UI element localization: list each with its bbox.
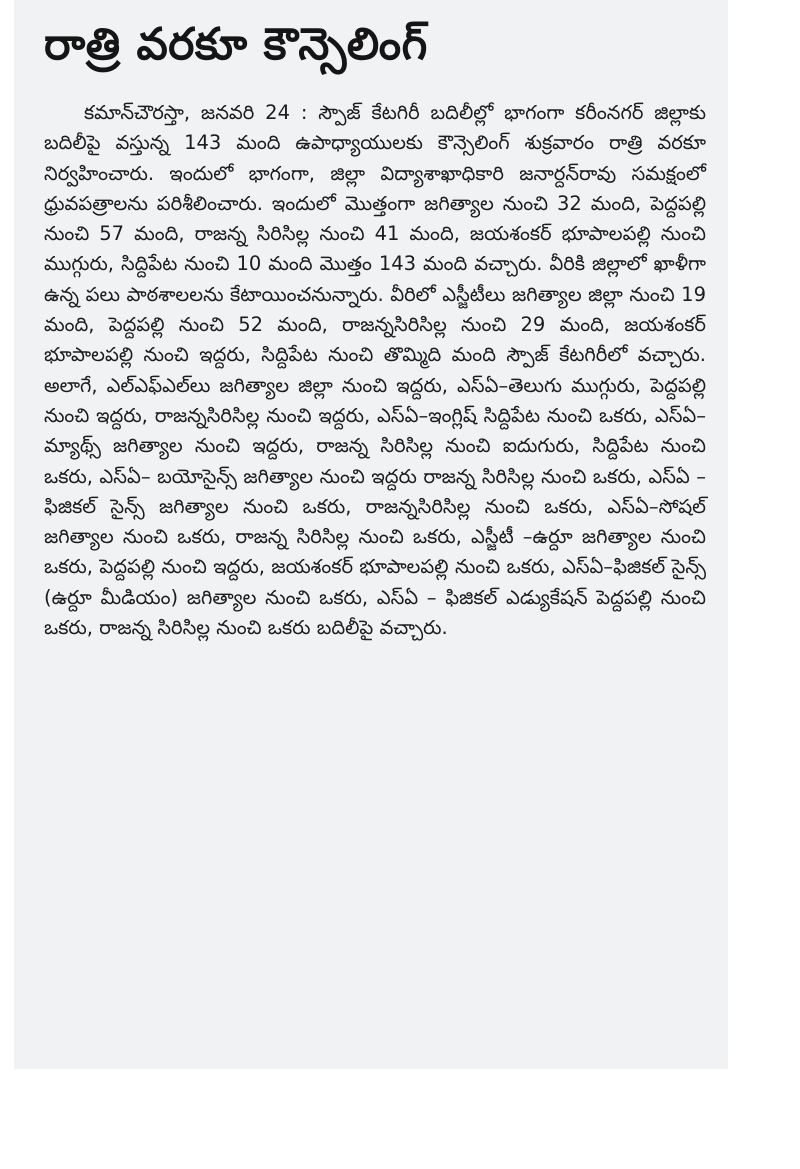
article-headline: రాత్రి వరకూ కౌన్సెలింగ్	[44, 19, 428, 70]
news-clipping	[14, 0, 728, 1069]
article-body	[44, 98, 706, 643]
article-paragraph: కమాన్‌చౌరస్తా, జనవరి 24 : స్పౌజ్ కేటగిరీ బదిలీల్లో భాగంగా కరీంనగర్ జిల్లాకు బదిలీపై వస్తున్న 143 మంది ఉపాధ్యాయులకు కౌన్సెలింగ్ శుక్రవారం రాత్రి వరకూ నిర్వహించారు. ఇందులో భాగంగా, జిల్లా విద్యాశాఖాధికారి జనార్దన్‌రావు సమక్షంలో ధ్రువపత్రాలను పరిశీలించారు. ఇందులో మొత్తంగా జగిత్యాల నుంచి 32 మంది, పెద్దపల్లి నుంచి 57 మంది, రాజన్న సిరిసిల్ల నుంచి 41 మంది, జయశంకర్ భూపాలపల్లి నుంచి ముగ్గురు, సిద్దిపేట నుంచి 10 మంది మొత్తం 143 మంది వచ్చారు. వీరికి జిల్లాలో ఖాళీగా ఉన్న పలు పాఠశాలలను కేటాయించనున్నారు. వీరిలో ఎస్జీటీలు జగిత్యాల జిల్లా నుంచి 19 మంది, పెద్దపల్లి నుంచి 52 మంది, రాజన్నసిరిసిల్ల నుంచి 29 మంది, జయశంకర్ భూపాలపల్లి నుంచి ఇద్దరు, సిద్దిపేట నుంచి తొమ్మిది మంది స్పౌజ్ కేటగిరీలో వచ్చారు. అలాగే, ఎల్ఎఫ్ఎల్‌లు జగిత్యాల జిల్లా నుంచి ఇద్దరు, ఎస్ఏ–తెలుగు ముగ్గురు, పెద్దపల్లి నుంచి ఇద్దరు, రాజన్నసిరిసిల్ల నుంచి ఇద్దరు, ఎస్ఏ–ఇంగ్లిష్ సిద్దిపేట నుంచి ఒకరు, ఎస్ఏ–మ్యాథ్స్ జగిత్యాల నుంచి ఇద్దరు, రాజన్న సిరిసిల్ల నుంచి ఐదుగురు, సిద్దిపేట నుంచి ఒకరు, ఎస్ఏ– బయోసైన్స్ జగిత్యాల నుంచి ఇద్దరు రాజన్న సిరిసిల్ల నుంచి ఒకరు, ఎస్ఏ – ఫిజికల్ సైన్స్ జగిత్యాల నుంచి ఒకరు, రాజన్నసిరిసిల్ల నుంచి ఒకరు, ఎస్ఏ–సోషల్ జగిత్యాల నుంచి ఒకరు, రాజన్న సిరిసిల్ల నుంచి ఒకరు, ఎస్జీటీ –ఉర్దూ జగిత్యాల నుంచి ఒకరు, పెద్దపల్లి నుంచి ఇద్దరు, జయశంకర్ భూపాలపల్లి నుంచి ఒకరు, ఎస్ఏ–ఫిజికల్ సైన్స్ (ఉర్దూ మీడియం) జగిత్యాల నుంచి ఒకరు, ఎస్ఏ – ఫిజికల్ ఎడ్యుకేషన్ పెద్దపల్లి నుంచి ఒకరు, రాజన్న సిరిసిల్ల నుంచి ఒకరు బదిలీపై వచ్చారు.	[44, 101, 706, 640]
